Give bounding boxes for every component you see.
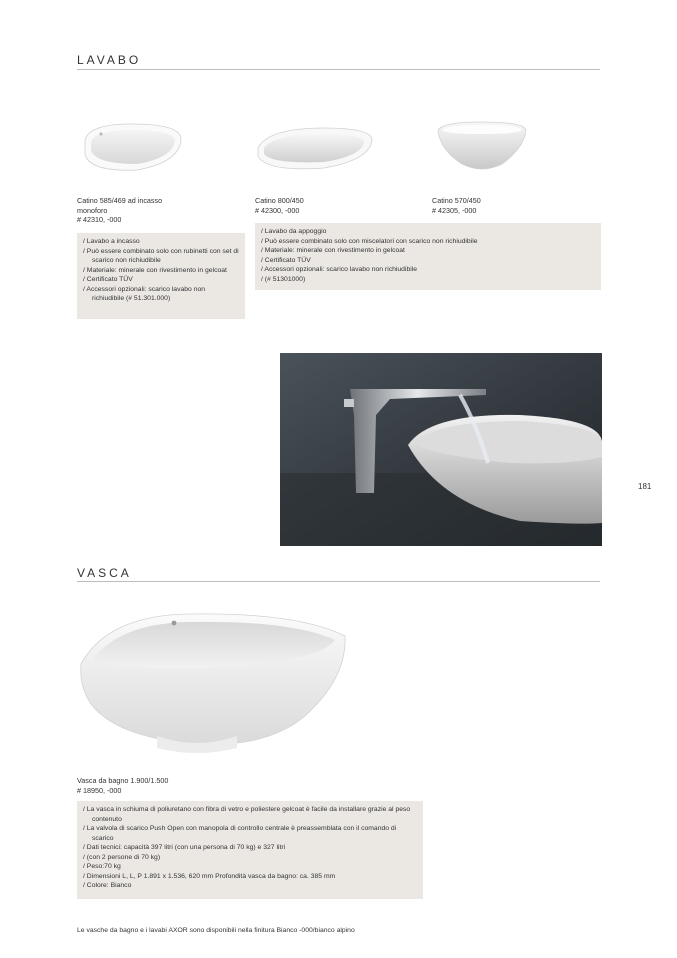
product-code: # 42305, -000 (432, 205, 477, 215)
feature-item: / Dati tecnici: capacità 397 litri (con una persona di 70 kg) e 327 litri (83, 843, 417, 853)
product-code: # 42300, -000 (255, 205, 300, 215)
feature-item: / La valvola di scarico Push Open con manopola di controllo centrale è preassemblata con il comando di scarico (83, 824, 417, 843)
bathtub-image-18950 (77, 608, 349, 758)
feature-item: / Lavabo da appoggio (261, 227, 595, 237)
feature-item: / Colore: Bianco (83, 881, 417, 891)
basin-image-42300 (254, 124, 376, 174)
feature-item: / Materiale: minerale con rivestimento in gelcoat (83, 266, 239, 276)
basin-image-42305 (432, 118, 530, 174)
product-name: Catino 570/450 (432, 196, 481, 205)
features-list (83, 805, 417, 891)
product-name: Vasca da bagno 1.900/1.500 (77, 776, 169, 785)
product-code: # 18950, -000 (77, 785, 122, 795)
feature-item: / Accessori opzionali: scarico lavabo non richiudibile (261, 265, 595, 275)
product-caption-42300 (255, 196, 304, 215)
feature-item: / La vasca in schiuma di poliuretano con fibra di vetro e poliestere gelcoat è facile da installare grazie al peso contenuto (83, 805, 417, 824)
feature-item: / Materiale: minerale con rivestimento in gelcoat (261, 246, 595, 256)
features-list (261, 227, 595, 284)
features-box-incasso (77, 233, 245, 319)
feature-item: / Lavabo a incasso (83, 237, 239, 247)
feature-item: / Certificato TÜV (261, 256, 595, 266)
product-caption-18950 (77, 776, 168, 795)
section-title-vasca: VASCA (77, 566, 132, 580)
product-subtitle: monoforo (77, 205, 108, 215)
features-list (83, 237, 239, 304)
page-number: 181 (638, 482, 652, 491)
basin-image-42310 (77, 118, 187, 178)
features-box-vasca (77, 801, 423, 899)
product-name: Catino 585/469 ad incasso (77, 196, 163, 205)
feature-item: / (# 51301000) (261, 275, 595, 285)
feature-item: / Dimensioni L, L, P 1.891 x 1.536, 620 mm Profondità vasca da bagno: ca. 385 mm (83, 872, 417, 882)
feature-item: / Certificato TÜV (83, 275, 239, 285)
feature-item: / Accessori opzionali: scarico lavabo non richiudibile (# 51.301.000) (83, 285, 239, 304)
product-caption-42310 (77, 196, 162, 225)
section-divider-lavabo (77, 69, 600, 70)
feature-item: / (con 2 persone di 70 kg) (83, 853, 417, 863)
footnote: Le vasche da bagno e i lavabi AXOR sono disponibili nella finitura Bianco -000/bianco alpino (77, 927, 355, 934)
features-box-appoggio (255, 223, 601, 290)
section-title-lavabo: LAVABO (77, 53, 142, 67)
feature-item: / Può essere combinato solo con miscelatori con scarico non richiudibile (261, 237, 595, 247)
feature-item: / Peso:70 kg (83, 862, 417, 872)
product-photo-basin-faucet (280, 353, 602, 546)
feature-item: / Può essere combinato solo con rubinetti con set di scarico non richiudibile (83, 247, 239, 266)
product-name: Catino 800/450 (255, 196, 304, 205)
product-code: # 42310, -000 (77, 215, 122, 225)
product-caption-42305 (432, 196, 481, 215)
section-divider-vasca (77, 581, 600, 582)
